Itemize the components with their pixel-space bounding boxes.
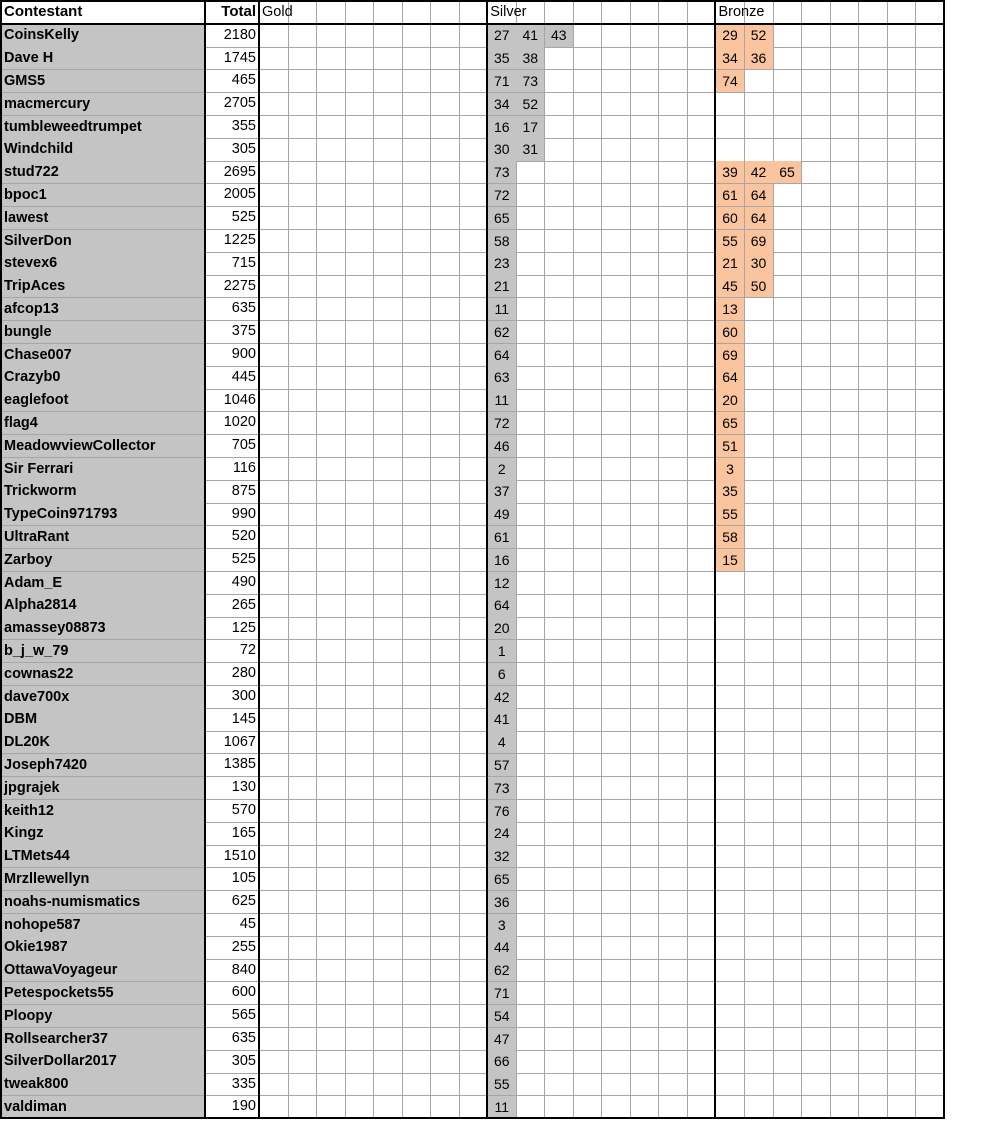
contestant-name: DL20K [1,731,205,753]
silver-medal-cell: 17 [516,116,544,138]
contestant-total: 355 [231,118,256,134]
silver-medal-cell: 46 [488,435,516,457]
contestant-name: bungle [1,321,205,343]
contestant-total: 635 [231,1030,256,1046]
contestant-total: 1225 [223,232,256,248]
silver-medal-cell: 16 [488,116,516,138]
silver-medal-cell: 73 [516,70,544,92]
contestant-name: b_j_w_79 [1,640,205,662]
contestant-total: 465 [231,72,256,89]
bronze-medal-cell: 61 [716,184,744,206]
contestant-name: Windchild [1,138,205,160]
contestant-total: 900 [231,346,256,362]
contestant-total: 165 [231,824,256,841]
contestant-name: Trickworm [1,480,205,502]
silver-medal-cell: 41 [488,708,516,730]
grid-vline [459,1,460,1118]
grid-vline [573,1,574,1118]
contestant-name: Petespockets55 [1,982,205,1004]
grid-vline [430,1,431,1118]
header-gold: Gold [262,4,293,20]
silver-medal-cell: 32 [488,845,516,867]
contestant-name: valdiman [1,1096,205,1118]
contestant-name: UltraRant [1,526,205,548]
contestant-total: 600 [231,984,256,1001]
contestant-total: 2180 [223,26,256,43]
contestant-name: DBM [1,708,205,730]
contestant-total: 280 [231,665,256,682]
grid-vline [516,1,517,1118]
contestant-name: Rollsearcher37 [1,1028,205,1050]
bronze-medal-cell: 39 [716,161,744,183]
silver-medal-cell: 42 [488,686,516,708]
silver-medal-cell: 43 [545,24,573,46]
grid-vline [345,1,346,1118]
silver-medal-cell: 41 [516,24,544,46]
silver-medal-cell: 11 [488,389,516,411]
bronze-medal-cell: 69 [745,230,773,252]
silver-medal-cell: 2 [488,458,516,480]
bronze-medal-cell: 13 [716,298,744,320]
contestant-total: 2275 [223,277,256,294]
bronze-medal-cell: 60 [716,321,744,343]
contestant-name: jpgrajek [1,777,205,799]
contestant-total: 265 [231,596,256,613]
silver-medal-cell: 66 [488,1050,516,1072]
grid-hline [1,1118,944,1119]
bronze-medal-cell: 52 [745,24,773,46]
contestant-total: 116 [232,460,256,476]
bronze-medal-cell: 35 [716,480,744,502]
contestant-name: afcop13 [1,298,205,320]
bronze-medal-cell: 42 [745,161,773,183]
bronze-medal-cell: 3 [716,458,744,480]
silver-medal-cell: 35 [488,47,516,69]
silver-medal-cell: 47 [488,1028,516,1050]
grid-vline [373,1,374,1118]
bronze-medal-cell: 20 [716,389,744,411]
bronze-medal-cell: 51 [716,435,744,457]
grid-vline [887,1,888,1118]
contestant-name: Alpha2814 [1,594,205,616]
silver-medal-cell: 31 [516,138,544,160]
contestant-name: tumbleweedtrumpet [1,116,205,138]
silver-medal-cell: 76 [488,800,516,822]
contestant-name: Kingz [1,822,205,844]
grid-vline [402,1,403,1118]
silver-medal-cell: 58 [488,230,516,252]
contestant-total: 635 [231,300,256,317]
contestant-total: 305 [231,140,256,157]
bronze-medal-cell: 58 [716,526,744,548]
silver-medal-cell: 44 [488,936,516,958]
silver-medal-cell: 71 [488,982,516,1004]
silver-medal-cell: 72 [488,184,516,206]
bronze-medal-cell: 15 [716,549,744,571]
contestant-name: Mrzllewellyn [1,868,205,890]
silver-medal-cell: 62 [488,959,516,981]
contestant-name: Dave H [1,47,205,69]
bronze-medal-cell: 69 [716,344,744,366]
bronze-medal-cell: 55 [716,230,744,252]
silver-medal-cell: 65 [488,207,516,229]
contestant-name: amassey08873 [1,617,205,639]
silver-medal-cell: 11 [488,1096,516,1118]
contestant-name: Joseph7420 [1,754,205,776]
contestant-name: Sir Ferrari [1,458,205,480]
contestant-total: 1020 [223,414,256,431]
header-bronze: Bronze [718,4,765,20]
contestant-total: 305 [231,1052,256,1069]
silver-medal-cell: 64 [488,594,516,616]
silver-medal-cell: 27 [488,24,516,46]
grid-vline [658,1,659,1118]
contestant-total: 1510 [223,847,256,864]
contestant-total: 625 [231,893,256,910]
silver-medal-cell: 1 [488,640,516,662]
contestant-total: 715 [231,254,256,271]
contestant-total: 375 [231,323,256,340]
contestant-name: TripAces [1,275,205,297]
silver-medal-cell: 11 [488,298,516,320]
bronze-medal-cell: 64 [716,366,744,388]
grid-vline [944,1,945,1118]
silver-medal-cell: 20 [488,617,516,639]
contestant-total: 145 [231,710,256,727]
grid-vline [858,1,859,1118]
bronze-medal-cell: 65 [773,161,801,183]
contestant-total: 1067 [223,733,256,750]
bronze-medal-cell: 45 [716,275,744,297]
silver-medal-cell: 3 [488,914,516,936]
silver-medal-cell: 63 [488,366,516,388]
contestant-name: dave700x [1,686,205,708]
silver-medal-cell: 52 [516,93,544,115]
grid-vline [601,1,602,1118]
contestant-total: 525 [231,551,256,568]
grid-vline [544,1,545,1118]
contestant-total: 875 [231,482,256,499]
contestant-total: 525 [231,209,256,226]
contestant-name: Adam_E [1,572,205,594]
contestant-total: 990 [231,505,256,522]
silver-medal-cell: 6 [488,663,516,685]
contestant-name: Crazyb0 [1,366,205,388]
contestant-name: Zarboy [1,549,205,571]
contestant-total: 445 [231,368,256,385]
contestant-name: Okie1987 [1,936,205,958]
silver-medal-cell: 21 [488,275,516,297]
silver-medal-cell: 54 [488,1005,516,1027]
header-contestant: Contestant [4,3,83,20]
contestant-name: Chase007 [1,344,205,366]
silver-medal-cell: 71 [488,70,516,92]
contestant-total: 130 [231,779,256,796]
contestant-name: flag4 [1,412,205,434]
bronze-medal-cell: 74 [716,70,744,92]
contestant-total: 255 [231,938,256,955]
contestant-name: stevex6 [1,252,205,274]
bronze-medal-cell: 60 [716,207,744,229]
bronze-medal-cell: 30 [745,252,773,274]
silver-medal-cell: 30 [488,138,516,160]
silver-medal-cell: 24 [488,822,516,844]
grid-vline [288,1,289,1118]
contestant-total: 490 [231,574,256,590]
bronze-medal-cell: 50 [745,275,773,297]
silver-medal-cell: 4 [488,731,516,753]
contestant-name: CoinsKelly [1,24,205,46]
contestant-name: noahs-numismatics [1,891,205,913]
silver-medal-cell: 65 [488,868,516,890]
bronze-medal-cell: 64 [745,207,773,229]
contestant-name: TypeCoin971793 [1,503,205,525]
contestant-name: nohope587 [1,914,205,936]
contestant-total: 72 [239,642,256,659]
contestant-name: lawest [1,207,205,229]
silver-medal-cell: 37 [488,480,516,502]
contestant-name: eaglefoot [1,389,205,411]
contestant-total: 705 [231,437,256,454]
silver-medal-cell: 38 [516,47,544,69]
silver-medal-cell: 23 [488,252,516,274]
contestant-name: macmercury [1,93,205,115]
grid-vline [630,1,631,1118]
contestant-total: 1385 [223,756,256,773]
contestant-total: 1745 [223,49,256,66]
contestant-name: stud722 [1,161,205,183]
contestant-total: 520 [231,528,256,545]
contestant-name: OttawaVoyageur [1,959,205,981]
silver-medal-cell: 12 [488,572,516,594]
bronze-medal-cell: 34 [716,47,744,69]
contestant-name: Ploopy [1,1005,205,1027]
contestant-total: 190 [231,1098,256,1115]
bronze-medal-cell: 21 [716,252,744,274]
bronze-medal-cell: 64 [745,184,773,206]
contestant-total: 2705 [223,95,256,112]
contestant-name: SilverDollar2017 [1,1050,205,1072]
silver-medal-cell: 72 [488,412,516,434]
grid-vline [830,1,831,1118]
contestant-name: cownas22 [1,663,205,685]
grid-vline [259,1,260,1118]
contestant-total: 45 [239,916,256,932]
contestant-name: GMS5 [1,70,205,92]
silver-medal-cell: 34 [488,93,516,115]
contestant-total: 2695 [223,163,256,180]
silver-medal-cell: 61 [488,526,516,548]
grid-vline [316,1,317,1118]
contestant-total: 300 [231,688,256,704]
contestant-name: bpoc1 [1,184,205,206]
contestant-name: keith12 [1,800,205,822]
contestant-total: 1046 [223,391,256,408]
contestant-name: tweak800 [1,1073,205,1095]
bronze-medal-cell: 36 [745,47,773,69]
contestant-name: SilverDon [1,230,205,252]
bronze-medal-cell: 55 [716,503,744,525]
silver-medal-cell: 55 [488,1073,516,1095]
contestant-total: 570 [231,802,256,818]
grid-vline [801,1,802,1118]
header-total: Total [221,3,256,20]
header-silver: Silver [490,4,527,20]
grid-vline [915,1,916,1118]
silver-medal-cell: 73 [488,161,516,183]
silver-medal-cell: 16 [488,549,516,571]
contestant-total: 125 [231,619,256,636]
contestant-total: 335 [231,1075,256,1092]
silver-medal-cell: 57 [488,754,516,776]
contestant-total: 565 [231,1007,256,1024]
bronze-medal-cell: 29 [716,24,744,46]
contestant-total: 2005 [223,186,256,203]
silver-medal-cell: 36 [488,891,516,913]
bronze-medal-cell: 65 [716,412,744,434]
contestant-name: LTMets44 [1,845,205,867]
contestant-name: MeadowviewCollector [1,435,205,457]
silver-medal-cell: 73 [488,777,516,799]
grid-vline [687,1,688,1118]
silver-medal-cell: 62 [488,321,516,343]
contestant-total: 105 [231,870,256,887]
contestant-total: 840 [231,961,256,978]
silver-medal-cell: 64 [488,344,516,366]
silver-medal-cell: 49 [488,503,516,525]
